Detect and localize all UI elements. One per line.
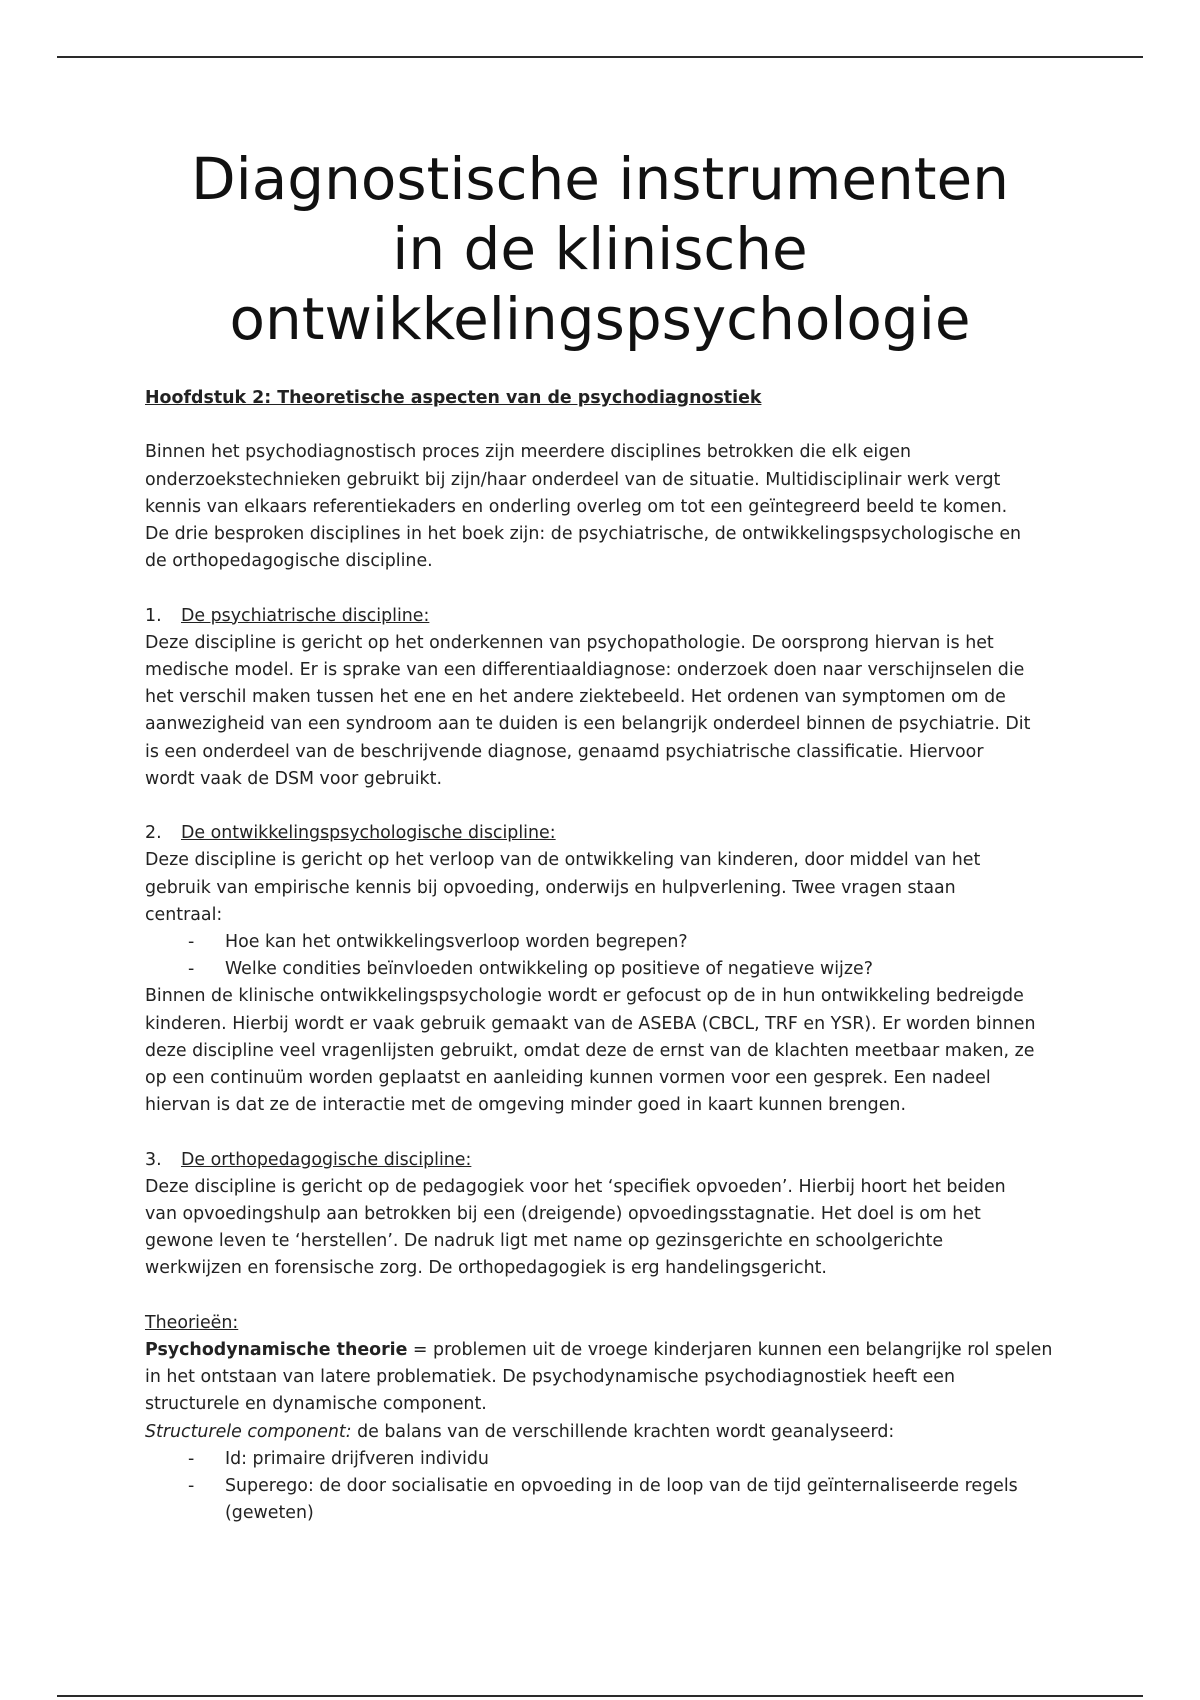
paragraph-line: deze discipline veel vragenlijsten gebruikt, omdat deze de ernst van de klachten meetbaar maken, ze (145, 1040, 1035, 1061)
bullet-dash: - (188, 1448, 195, 1469)
intro-paragraph (145, 439, 1065, 575)
section-heading (145, 1147, 1065, 1174)
paragraph-line: hiervan is dat ze de interactie met de omgeving minder goed in kaart kunnen brengen. (145, 1095, 906, 1116)
intro-line: De drie besproken disciplines in het boek zijn: de psychiatrische, de ontwikkelingspsychologische en (145, 524, 1022, 544)
paragraph-line: Binnen de klinische ontwikkelingspsychologie wordt er gefocust op de in hun ontwikkeling bedreigde (145, 986, 1024, 1007)
paragraph-line: in het ontstaan van latere problematiek. De psychodynamische psychodiagnostiek heeft een (145, 1367, 956, 1388)
list-item (145, 1473, 1065, 1500)
paragraph-line: is een onderdeel van de beschrijvende diagnose, genaamd psychiatrische classificatie. Hiervoor (145, 741, 984, 762)
section-title: De orthopedagogische discipline: (181, 1149, 472, 1170)
list-item-text: Id: primaire drijfveren individu (225, 1448, 489, 1469)
section-number: 1. (145, 605, 162, 626)
bottom-rule (57, 1695, 1143, 1697)
paragraph-line: medische model. Er is sprake van een differentiaaldiagnose: onderzoek doen naar verschijnselen die (145, 660, 1025, 680)
paragraph-line (145, 1337, 1065, 1364)
section-title: De ontwikkelingspsychologische discipline: (181, 823, 556, 844)
paragraph-line: Deze discipline is gericht op de pedagogiek voor het ‘specifiek opvoeden’. Hierbij hoort het beiden (145, 1176, 1006, 1197)
psychodynamic-term: Psychodynamische theorie (145, 1340, 408, 1361)
document-body (145, 385, 1065, 1527)
section-heading (145, 820, 1065, 847)
paragraph-line: wordt vaak de DSM voor gebruikt. (145, 768, 442, 789)
paragraph-line: werkwijzen en forensische zorg. De orthopedagogiek is erg handelingsgericht. (145, 1258, 827, 1279)
psychodynamic-definition: = problemen uit de vroege kinderjaren kunnen een belangrijke rol spelen (407, 1340, 1053, 1361)
section-number: 3. (145, 1149, 162, 1170)
list-item-continuation: (geweten) (225, 1503, 314, 1524)
paragraph-line: gewone leven te ‘herstellen’. De nadruk ligt met name op gezinsgerichte en schoolgerichte (145, 1231, 944, 1252)
list-item (145, 1446, 1065, 1473)
structural-label: Structurele component: (145, 1421, 352, 1442)
bullet-dash: - (188, 1476, 195, 1497)
paragraph-line: Deze discipline is gericht op het verloop van de ontwikkeling van kinderen, door middel van het (145, 850, 981, 871)
paragraph-line: structurele en dynamische component. (145, 1394, 487, 1415)
title-line-3: ontwikkelingspsychologie (229, 285, 971, 353)
paragraph-line: centraal: (145, 904, 223, 925)
intro-line: de orthopedagogische discipline. (145, 551, 433, 572)
section-heading (145, 603, 1065, 630)
section-theories (145, 1310, 1065, 1528)
paragraph-line: het verschil maken tussen het ene en het andere ziektebeeld. Het ordenen van symptomen om de (145, 687, 1006, 708)
paragraph-line: op een continuüm worden geplaatst en aanleiding kunnen vormen voor een gesprek. Een nadeel (145, 1068, 991, 1089)
section-title: De psychiatrische discipline: (181, 605, 430, 626)
bullet-dash: - (188, 932, 195, 953)
section-number: 2. (145, 823, 162, 844)
paragraph-line: gebruik van empirische kennis bij opvoeding, onderwijs en hulpverlening. Twee vragen staan (145, 877, 956, 898)
paragraph-line: Deze discipline is gericht op het onderkennen van psychopathologie. De oorsprong hiervan is het (145, 632, 994, 653)
paragraph-line: kinderen. Hierbij wordt er vaak gebruik gemaakt van de ASEBA (CBCL, TRF en YSR). Er worden binnen (145, 1013, 1036, 1034)
list-item-text: Superego: de door socialisatie en opvoeding in de loop van de tijd geïnternaliseerde regels (225, 1476, 1018, 1497)
theories-heading: Theorieën: (145, 1312, 239, 1333)
section-developmental (145, 820, 1065, 1119)
title-line-2: in de klinische (392, 215, 808, 283)
list-item-text: Welke condities beïnvloeden ontwikkeling op positieve of negatieve wijze? (225, 959, 873, 980)
intro-line: kennis van elkaars referentiekaders en onderling overleg om tot een geïntegreerd beeld te komen. (145, 496, 1008, 517)
section-psychiatric (145, 603, 1065, 793)
document-title (100, 144, 1100, 354)
section-orthopedagogic (145, 1147, 1065, 1283)
chapter-heading: Hoofdstuk 2: Theoretische aspecten van de psychodiagnostiek (145, 388, 762, 408)
intro-line: Binnen het psychodiagnostisch proces zijn meerdere disciplines betrokken die elk eigen (145, 442, 911, 463)
list-item (145, 956, 1065, 983)
list-item-text: Hoe kan het ontwikkelingsverloop worden begrepen? (225, 932, 688, 953)
paragraph-line (145, 1419, 1065, 1446)
paragraph-line: aanwezigheid van een syndroom aan te duiden is een belangrijk onderdeel binnen de psychiatrie. Dit (145, 714, 1031, 735)
bullet-dash: - (188, 959, 195, 980)
intro-line: onderzoekstechnieken gebruikt bij zijn/haar onderdeel van de situatie. Multidisciplinair werk vergt (145, 469, 1001, 490)
paragraph-line: van opvoedingshulp aan betrokken bij een (dreigende) opvoedingsstagnatie. Het doel is om het (145, 1204, 981, 1225)
structural-definition: de balans van de verschillende krachten wordt geanalyseerd: (351, 1421, 895, 1442)
list-item (145, 929, 1065, 956)
top-rule (57, 56, 1143, 58)
title-line-1: Diagnostische instrumenten (190, 145, 1009, 213)
